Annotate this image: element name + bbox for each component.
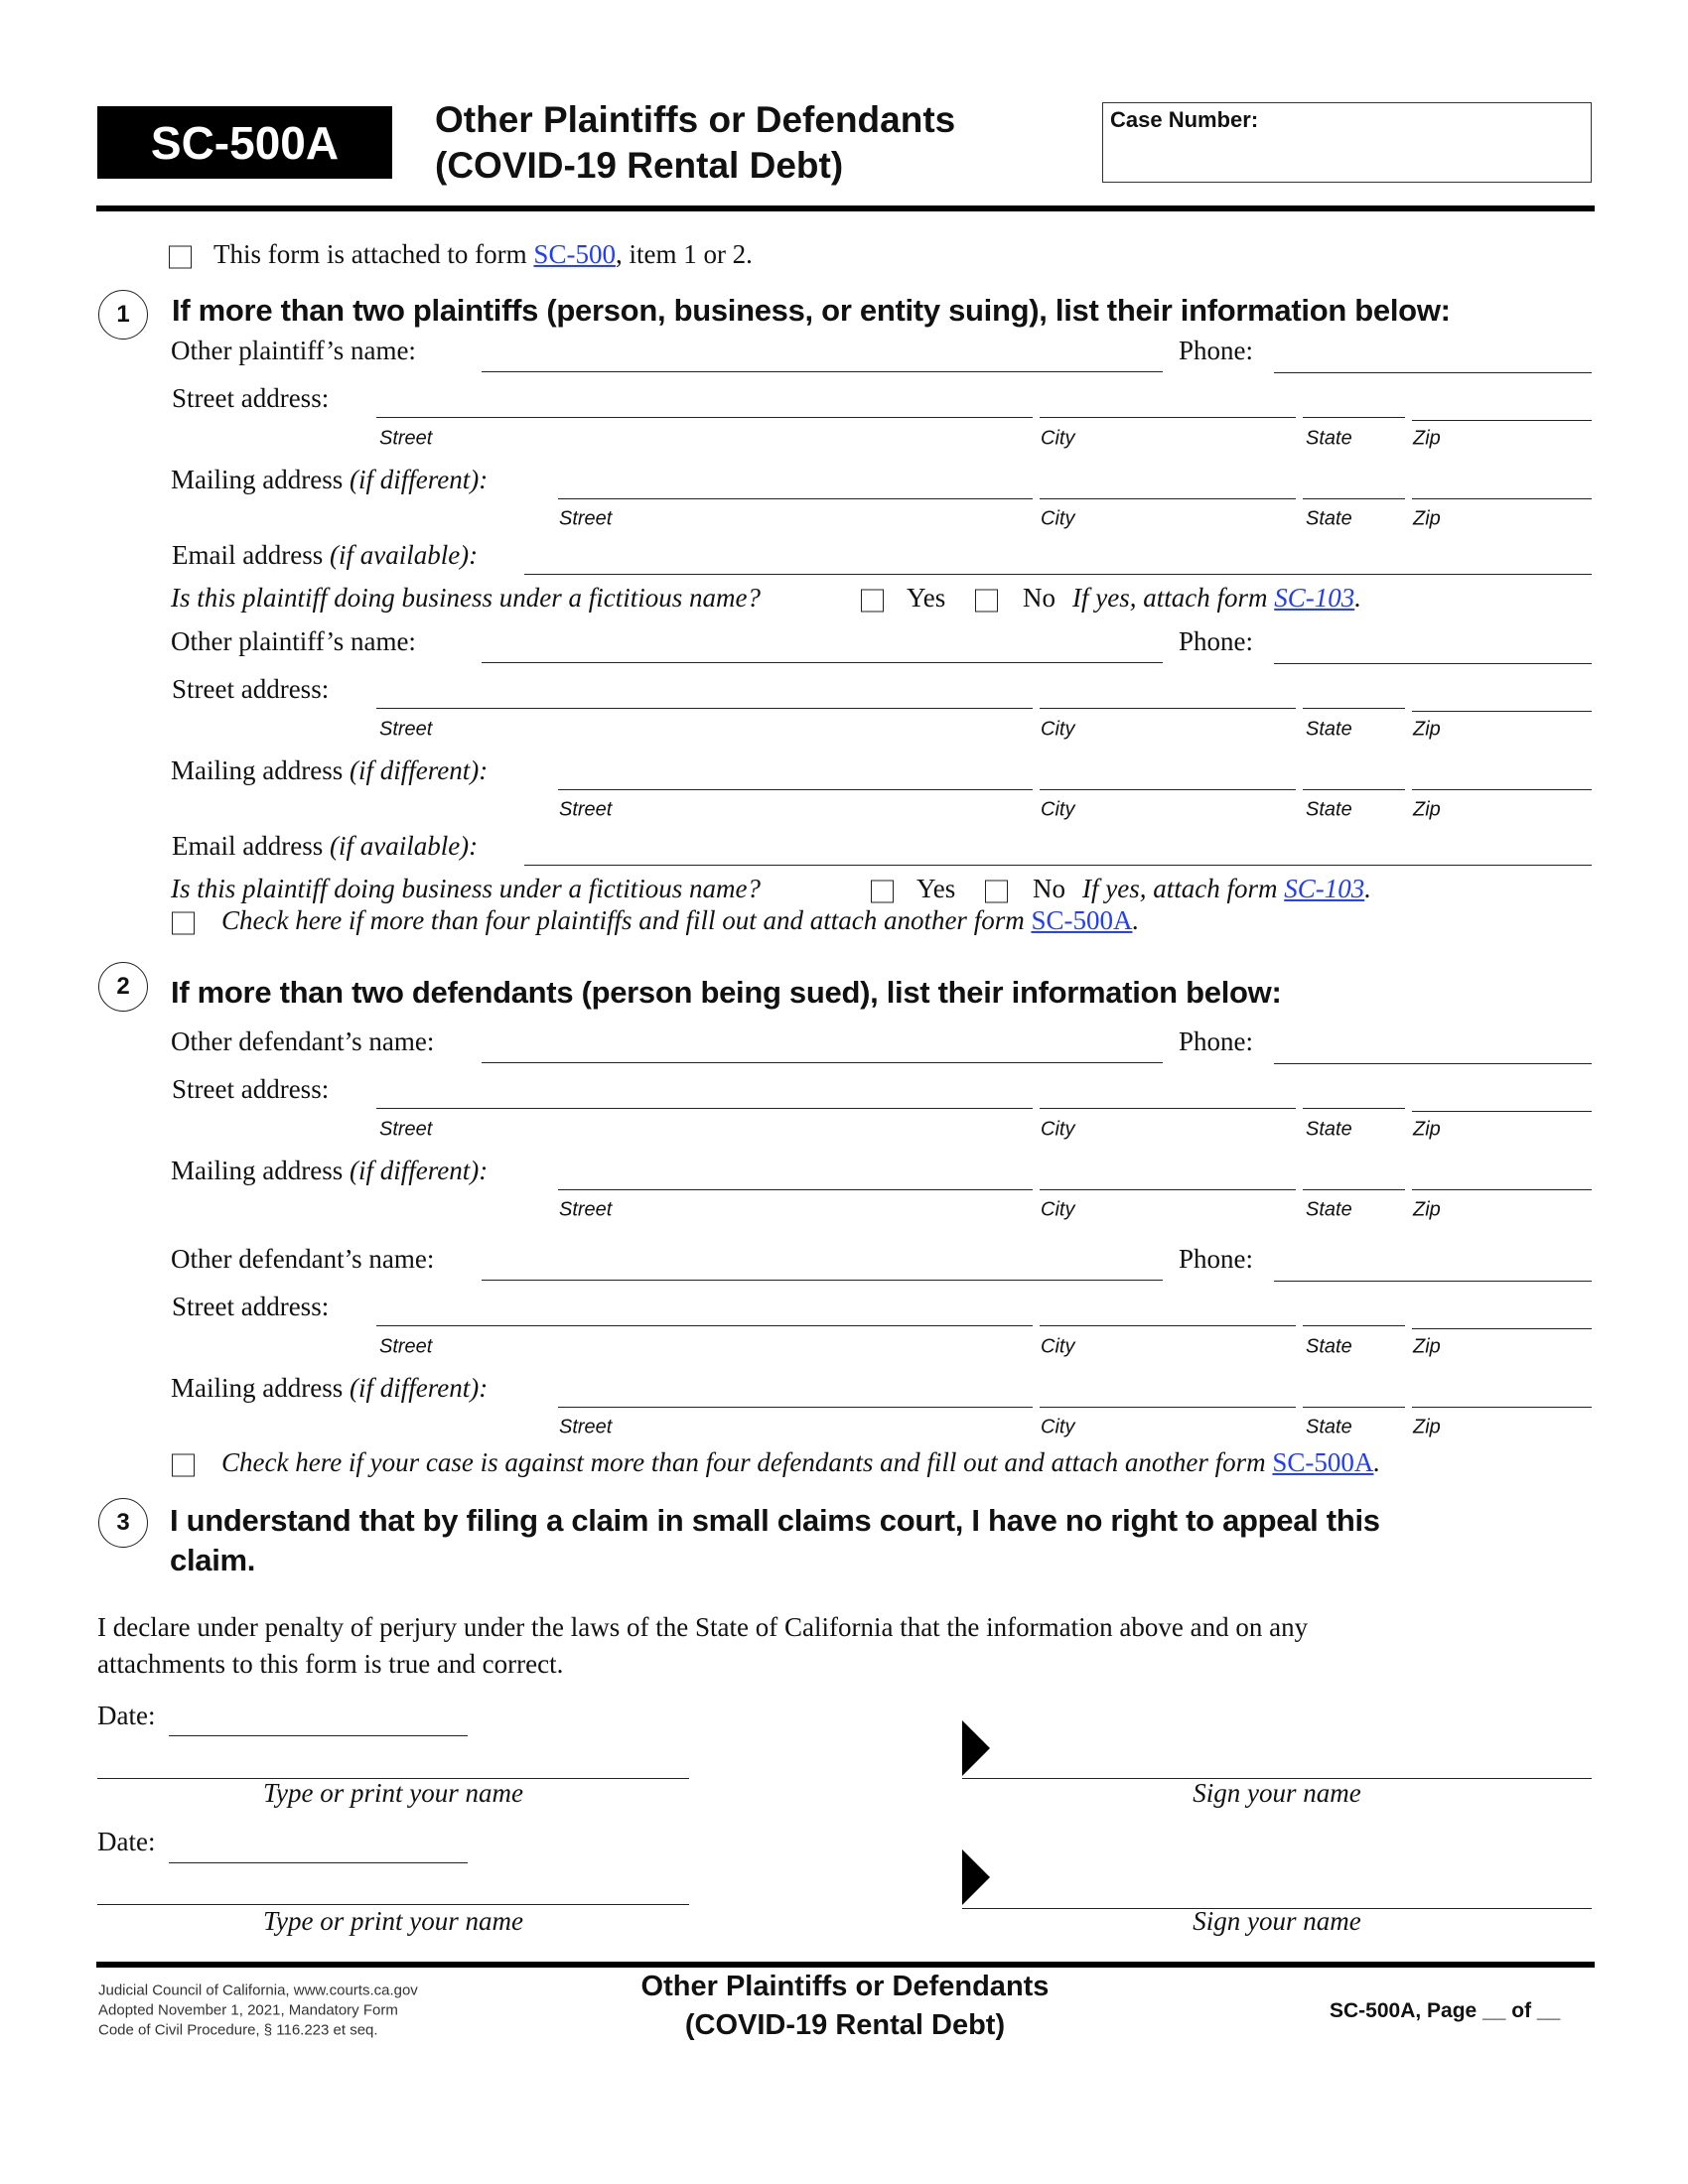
declaration-line2: attachments to this form is true and correct. <box>97 1648 564 1679</box>
email-address: Email address <box>172 539 324 570</box>
plaintiff-2-mailing-city-field[interactable] <box>1040 789 1296 790</box>
sign-arrow-icon-1 <box>962 1720 990 1776</box>
defendant-1-address-city-caption: City <box>1041 1118 1075 1141</box>
plaintiff-2-name-label: Other plaintiff’s name: <box>171 625 416 656</box>
plaintiff-1-address-state-field[interactable] <box>1303 417 1405 418</box>
plaintiff-2-name-field[interactable] <box>482 662 1163 663</box>
if-yes: If yes, attach form <box>1072 582 1268 613</box>
if-yes: If yes, attach form <box>1082 873 1278 903</box>
plaintiff-2-no-label: No <box>1033 873 1065 903</box>
defendant-2-mailing-state-field[interactable] <box>1303 1407 1405 1408</box>
defendant-2-address-state-field[interactable] <box>1303 1325 1405 1326</box>
if-available: (if available): <box>329 539 479 570</box>
defendant-2-mailing-state-caption: State <box>1306 1416 1352 1438</box>
defendant-2-name-label: Other defendant’s name: <box>171 1243 435 1274</box>
plaintiff-2-mailing-zip-caption: Zip <box>1413 798 1441 821</box>
defendant-2-mailing-zip-caption: Zip <box>1413 1416 1441 1438</box>
defendant-2-address-street-caption: Street <box>379 1335 433 1358</box>
plaintiff-2-yes-label: Yes <box>916 873 956 903</box>
plaintiff-1-mailing-street-caption: Street <box>559 507 613 530</box>
sc-103-link[interactable]: SC-103 <box>1274 582 1355 613</box>
defendant-2-phone-field[interactable] <box>1274 1281 1592 1282</box>
form-title-line1: Other Plaintiffs or Defendants <box>435 99 956 140</box>
defendant-1-mailing-city-field[interactable] <box>1040 1189 1296 1190</box>
mailing-address: Mailing address <box>171 1155 344 1185</box>
footer-line1: Judicial Council of California, www.courts.ca.gov <box>98 1981 418 1999</box>
form-title-line2: (COVID-19 Rental Debt) <box>435 145 844 186</box>
plaintiff-2-address-state-field[interactable] <box>1303 708 1405 709</box>
defendant-2-mailing-zip-field[interactable] <box>1412 1407 1592 1408</box>
plaintiff-1-mailing-zip-field[interactable] <box>1412 498 1592 499</box>
plaintiff-1-mailing-street-field[interactable] <box>558 498 1033 499</box>
defendant-1-address-city-field[interactable] <box>1040 1108 1296 1109</box>
defendant-1-address-street-field[interactable] <box>376 1108 1033 1109</box>
defendant-1-address-state-field[interactable] <box>1303 1108 1405 1109</box>
plaintiff-1-fictitious-yes-checkbox[interactable] <box>861 590 884 613</box>
defendant-1-address-zip-field[interactable] <box>1412 1111 1592 1112</box>
footer-page-number: SC-500A, Page __ of __ <box>1330 1998 1561 2022</box>
footer-line2: Adopted November 1, 2021, Mandatory Form <box>98 2001 398 2019</box>
section-2-number: 2 <box>98 962 148 1012</box>
plaintiff-1-if-yes-text <box>1072 583 1361 614</box>
defendant-1-address-street-caption: Street <box>379 1118 433 1141</box>
section-3-heading-line2: claim. <box>170 1543 256 1578</box>
defendant-2-address-zip-field[interactable] <box>1412 1328 1592 1329</box>
sign-arrow-icon-2 <box>962 1849 990 1905</box>
defendant-1-mailing-street-field[interactable] <box>558 1189 1033 1190</box>
plaintiff-1-email-field[interactable] <box>524 574 1592 575</box>
plaintiff-2-fictitious-question: Is this plaintiff doing business under a fictitious name? <box>171 873 761 903</box>
if-different: (if different): <box>349 464 489 494</box>
defendant-2-name-field[interactable] <box>482 1280 1163 1281</box>
sc-500-link[interactable]: SC-500 <box>533 238 616 269</box>
plaintiff-1-address-city-caption: City <box>1041 427 1075 450</box>
section-1-heading: If more than two plaintiffs (person, business, or entity suing), list their information below: <box>172 293 1451 329</box>
plaintiff-2-mailing-street-caption: Street <box>559 798 613 821</box>
plaintiff-1-fictitious-no-checkbox[interactable] <box>975 590 998 613</box>
plaintiff-2-fictitious-no-checkbox[interactable] <box>985 881 1008 903</box>
defendant-2-street-address-label: Street address: <box>172 1291 330 1321</box>
defendant-2-mailing-address-label <box>171 1373 488 1404</box>
if-available: (if available): <box>329 830 479 861</box>
plaintiff-2-address-zip-field[interactable] <box>1412 711 1592 712</box>
plaintiff-2-if-yes-text <box>1082 874 1371 904</box>
defendant-1-mailing-zip-caption: Zip <box>1413 1198 1441 1221</box>
defendant-2-address-zip-caption: Zip <box>1413 1335 1441 1358</box>
footer-title-line1: Other Plaintiffs or Defendants <box>640 1970 1050 2002</box>
plaintiff-2-street-address-label: Street address: <box>172 673 330 704</box>
plaintiff-1-address-zip-caption: Zip <box>1413 427 1441 450</box>
plaintiff-2-address-zip-caption: Zip <box>1413 718 1441 741</box>
plaintiff-1-mailing-state-caption: State <box>1306 507 1352 530</box>
date-label-2: Date: <box>97 1826 156 1856</box>
plaintiff-1-name-field[interactable] <box>482 371 1163 372</box>
plaintiff-1-mailing-city-caption: City <box>1041 507 1075 530</box>
more-plaintiffs-checkbox[interactable] <box>172 912 195 935</box>
print-name-label-1: Type or print your name <box>263 1777 523 1808</box>
attached-checkbox[interactable] <box>169 246 192 269</box>
defendant-2-address-city-field[interactable] <box>1040 1325 1296 1326</box>
plaintiff-2-mailing-city-caption: City <box>1041 798 1075 821</box>
defendant-1-mailing-street-caption: Street <box>559 1198 613 1221</box>
case-number-box[interactable] <box>1102 102 1592 183</box>
plaintiff-2-mailing-street-field[interactable] <box>558 789 1033 790</box>
defendant-1-mailing-state-caption: State <box>1306 1198 1352 1221</box>
plaintiff-2-phone-label: Phone: <box>1179 625 1254 656</box>
print-name-field-2[interactable] <box>97 1904 689 1905</box>
sign-name-label-2: Sign your name <box>1193 1905 1361 1936</box>
defendant-1-address-zip-caption: Zip <box>1413 1118 1441 1141</box>
form-id-badge <box>97 106 392 179</box>
email-address: Email address <box>172 830 324 861</box>
plaintiff-1-address-zip-field[interactable] <box>1412 420 1592 421</box>
period: . <box>1364 873 1371 903</box>
section-1-number: 1 <box>98 290 148 340</box>
defendant-1-phone-label: Phone: <box>1179 1025 1254 1056</box>
date-field-1[interactable] <box>169 1735 468 1736</box>
plaintiff-1-street-address-label: Street address: <box>172 382 330 413</box>
footer-rule <box>96 1962 1595 1968</box>
defendant-1-phone-field[interactable] <box>1274 1063 1592 1064</box>
defendant-1-street-address-label: Street address: <box>172 1073 330 1104</box>
defendant-2-mailing-city-field[interactable] <box>1040 1407 1296 1408</box>
print-name-label-2: Type or print your name <box>263 1905 523 1936</box>
more-defendants-text: Check here if your case is against more than four defendants and fill out and attach another form SC-500A. <box>221 1446 1381 1477</box>
plaintiff-1-yes-label: Yes <box>907 582 946 613</box>
plaintiff-1-fictitious-question: Is this plaintiff doing business under a fictitious name? <box>171 582 761 613</box>
plaintiff-1-mailing-zip-caption: Zip <box>1413 507 1441 530</box>
plaintiff-2-fictitious-yes-checkbox[interactable] <box>871 881 894 903</box>
defendant-2-mailing-street-field[interactable] <box>558 1407 1033 1408</box>
plaintiff-2-mailing-zip-field[interactable] <box>1412 789 1592 790</box>
plaintiff-1-phone-field[interactable] <box>1274 372 1592 373</box>
mailing-address: Mailing address <box>171 464 344 494</box>
plaintiff-1-email-label <box>172 540 478 571</box>
plaintiff-2-email-field[interactable] <box>524 865 1592 866</box>
more-defendants-checkbox[interactable] <box>172 1454 195 1477</box>
defendant-2-address-state-caption: State <box>1306 1335 1352 1358</box>
section-2-heading: If more than two defendants (person being sued), list their information below: <box>171 975 1282 1011</box>
defendant-1-mailing-state-field[interactable] <box>1303 1189 1405 1190</box>
plaintiff-2-address-state-caption: State <box>1306 718 1352 741</box>
period: . <box>1354 582 1361 613</box>
plaintiff-1-mailing-address-label <box>171 465 488 495</box>
form-id: SC-500A <box>150 116 340 169</box>
plaintiff-1-mailing-city-field[interactable] <box>1040 498 1296 499</box>
plaintiff-1-phone-label: Phone: <box>1179 335 1254 365</box>
date-label-1: Date: <box>97 1700 156 1730</box>
defendant-2-mailing-city-caption: City <box>1041 1416 1075 1438</box>
plaintiff-1-mailing-state-field[interactable] <box>1303 498 1405 499</box>
defendant-2-address-street-field[interactable] <box>376 1325 1033 1326</box>
defendant-2-phone-label: Phone: <box>1179 1243 1254 1274</box>
header-rule <box>96 205 1595 211</box>
defendant-1-mailing-address-label <box>171 1156 488 1186</box>
plaintiff-2-phone-field[interactable] <box>1274 663 1592 664</box>
plaintiff-2-address-city-caption: City <box>1041 718 1075 741</box>
plaintiff-1-address-state-caption: State <box>1306 427 1352 450</box>
defendant-1-address-state-caption: State <box>1306 1118 1352 1141</box>
plaintiff-2-email-label <box>172 831 478 862</box>
section-3-number: 3 <box>98 1498 148 1548</box>
sc-500a-link[interactable]: SC-500A <box>1031 904 1133 935</box>
plaintiff-1-address-street-caption: Street <box>379 427 433 450</box>
defendant-1-mailing-city-caption: City <box>1041 1198 1075 1221</box>
sign-name-label-1: Sign your name <box>1193 1777 1361 1808</box>
date-field-2[interactable] <box>169 1862 468 1863</box>
defendant-1-name-field[interactable] <box>482 1062 1163 1063</box>
plaintiff-1-address-city-field[interactable] <box>1040 417 1296 418</box>
more-plaintiffs-text: Check here if more than four plaintiffs and fill out and attach another form SC-500A. <box>221 904 1140 935</box>
footer-line3: Code of Civil Procedure, § 116.223 et seq. <box>98 2021 378 2039</box>
section-3-heading-line1: I understand that by filing a claim in small claims court, I have no right to appeal this <box>170 1503 1380 1539</box>
defendant-1-name-label: Other defendant’s name: <box>171 1025 435 1056</box>
plaintiff-1-no-label: No <box>1023 582 1055 613</box>
plaintiff-2-address-street-caption: Street <box>379 718 433 741</box>
mailing-address: Mailing address <box>171 1372 344 1403</box>
defendant-1-mailing-zip-field[interactable] <box>1412 1189 1592 1190</box>
if-different: (if different): <box>349 1155 489 1185</box>
defendant-2-address-city-caption: City <box>1041 1335 1075 1358</box>
plaintiff-2-address-street-field[interactable] <box>376 708 1033 709</box>
plaintiff-2-mailing-state-field[interactable] <box>1303 789 1405 790</box>
plaintiff-2-mailing-address-label <box>171 755 488 786</box>
if-different: (if different): <box>349 754 489 785</box>
sc-103-link[interactable]: SC-103 <box>1284 873 1365 903</box>
defendant-2-mailing-street-caption: Street <box>559 1416 613 1438</box>
sc-500a-link-2[interactable]: SC-500A <box>1272 1446 1374 1477</box>
plaintiff-2-mailing-state-caption: State <box>1306 798 1352 821</box>
plaintiff-2-address-city-field[interactable] <box>1040 708 1296 709</box>
mailing-address: Mailing address <box>171 754 344 785</box>
footer-title-line2: (COVID-19 Rental Debt) <box>684 2008 1006 2041</box>
plaintiff-1-name-label: Other plaintiff’s name: <box>171 335 416 365</box>
if-different: (if different): <box>349 1372 489 1403</box>
plaintiff-1-address-street-field[interactable] <box>376 417 1033 418</box>
attached-text: This form is attached to form SC-500, item 1 or 2. <box>213 238 753 269</box>
declaration-line1: I declare under penalty of perjury under the laws of the State of California that the information above and on any <box>97 1611 1309 1642</box>
case-number-label: Case Number: <box>1110 107 1259 132</box>
